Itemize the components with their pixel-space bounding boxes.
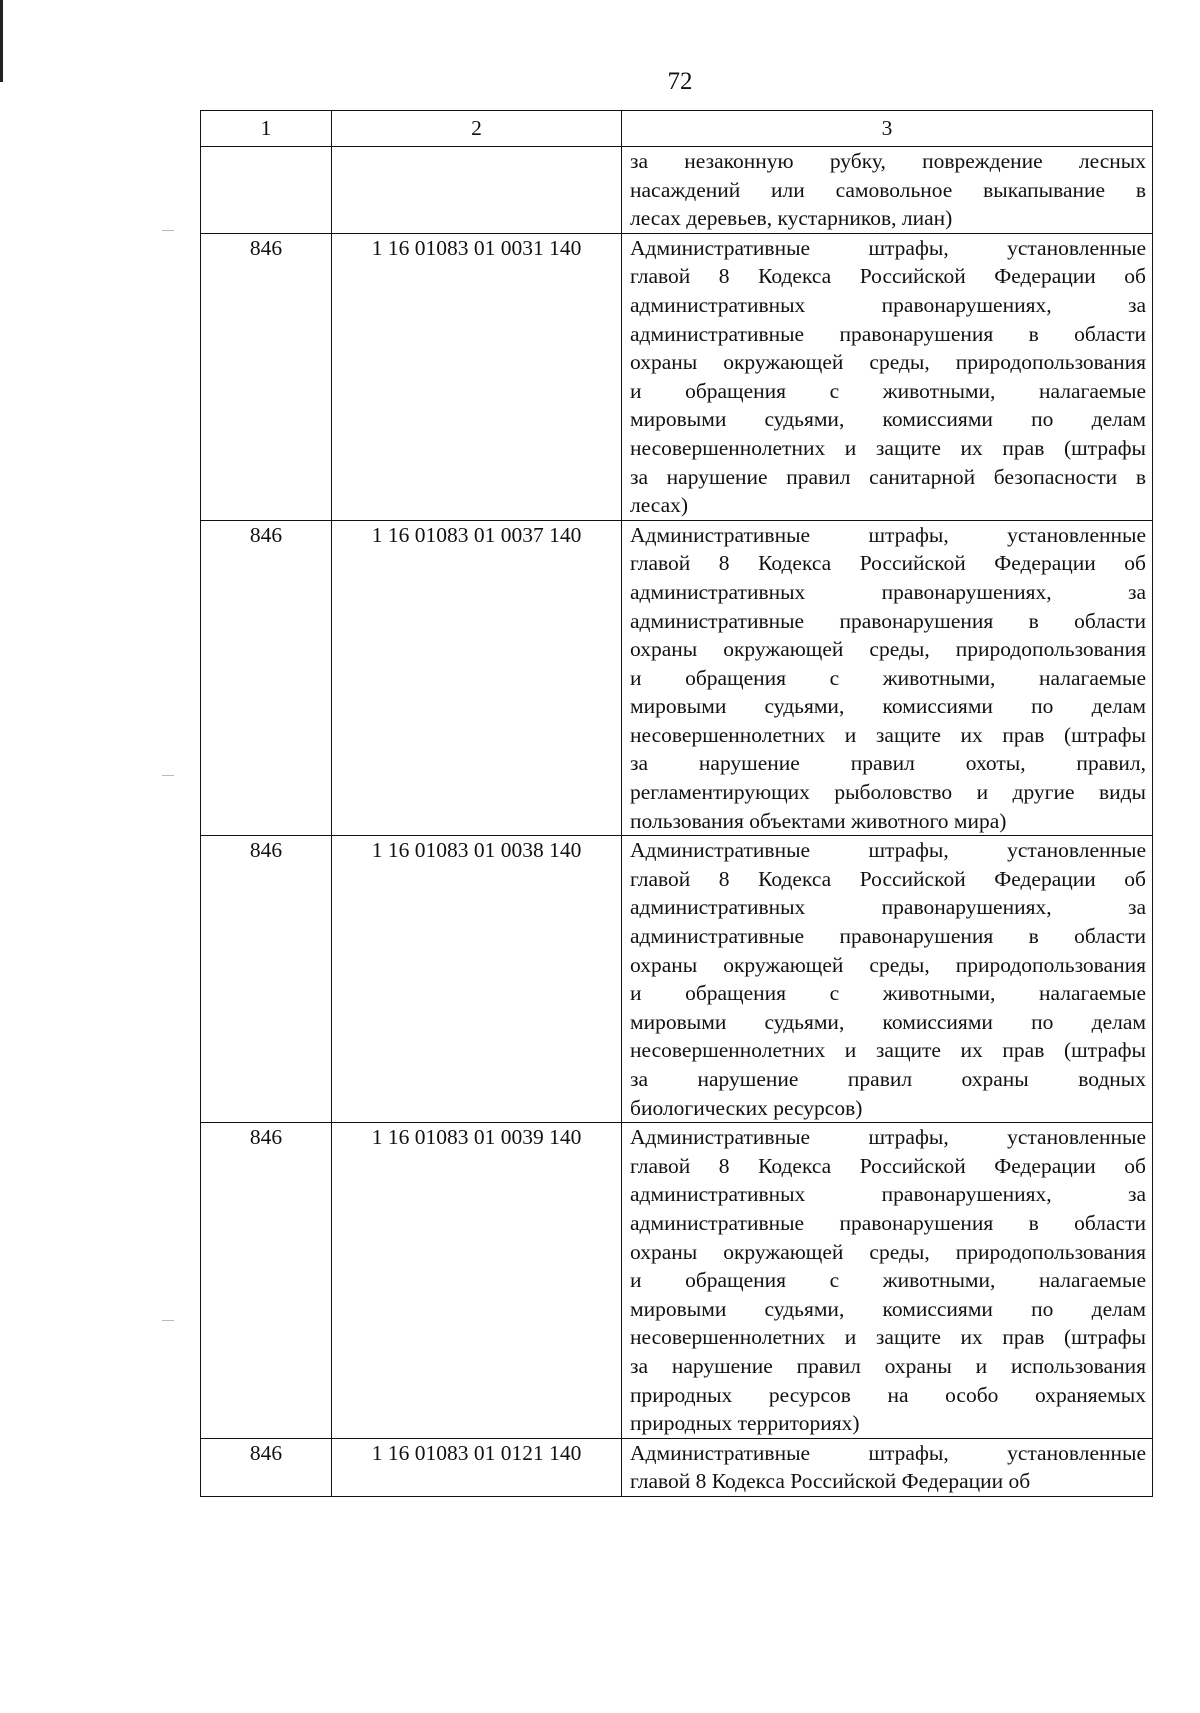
description-line: главой 8 Кодекса Российской Федерации об bbox=[630, 264, 1146, 289]
description-line: за незаконную рубку, повреждение лесных bbox=[630, 149, 1146, 173]
description-line: несовершеннолетних и защите их прав (штрафы bbox=[630, 435, 1146, 460]
description-line: административные правонарушения в области bbox=[630, 608, 1146, 633]
description-line: за нарушение правил санитарной безопасности в bbox=[630, 464, 1146, 489]
budget-code-cell: 1 16 01083 01 0121 140 bbox=[332, 1438, 622, 1496]
description-line: насаждений или самовольное выкапывание в bbox=[630, 177, 1146, 202]
table-row bbox=[201, 233, 1153, 520]
description-line: охраны окружающей среды, природопользования bbox=[630, 952, 1146, 977]
column-header-2: 2 bbox=[332, 111, 622, 147]
description-line: охраны окружающей среды, природопользования bbox=[630, 350, 1146, 375]
description-line: природных ресурсов на особо охраняемых bbox=[630, 1382, 1146, 1407]
description-line: административные правонарушения в области bbox=[630, 1210, 1146, 1235]
description-line: мировыми судьями, комиссиями по делам bbox=[630, 407, 1146, 432]
description-line: и обращения с животными, налагаемые bbox=[630, 665, 1146, 690]
description-line: административных правонарушениях, за bbox=[630, 895, 1146, 920]
page-number: 72 bbox=[667, 68, 693, 95]
description-line: Административные штрафы, установленные bbox=[630, 522, 1146, 547]
description-line: главой 8 Кодекса Российской Федерации об bbox=[630, 551, 1146, 576]
description-line: несовершеннолетних и защите их прав (штрафы bbox=[630, 1325, 1146, 1350]
description-cell bbox=[622, 1123, 1153, 1439]
description-cell bbox=[622, 1438, 1153, 1496]
description-line: и обращения с животными, налагаемые bbox=[630, 378, 1146, 403]
description-line: лесах) bbox=[630, 493, 689, 518]
description-line: мировыми судьями, комиссиями по делам bbox=[630, 694, 1146, 719]
margin-tick bbox=[162, 775, 174, 776]
description-line: охраны окружающей среды, природопользования bbox=[630, 637, 1146, 662]
budget-code-cell: 1 16 01083 01 0031 140 bbox=[332, 233, 622, 520]
budget-code-cell: 1 16 01083 01 0037 140 bbox=[332, 520, 622, 836]
description-line: главой 8 Кодекса Российской Федерации об bbox=[630, 1469, 1031, 1494]
document-table bbox=[200, 110, 1153, 1497]
description-line: Административные штрафы, установленные bbox=[630, 1125, 1146, 1150]
description-line: мировыми судьями, комиссиями по делам bbox=[630, 1296, 1146, 1321]
table-row bbox=[201, 520, 1153, 836]
table-row bbox=[201, 147, 1153, 234]
description-line: Административные штрафы, установленные bbox=[630, 1440, 1146, 1465]
row-number-cell: 846 bbox=[201, 520, 332, 836]
row-number-cell: 846 bbox=[201, 1438, 332, 1496]
description-line: биологических ресурсов) bbox=[630, 1095, 863, 1120]
budget-code-cell bbox=[332, 147, 622, 234]
description-line: регламентирующих рыболовство и другие виды bbox=[630, 780, 1146, 805]
description-cell bbox=[622, 836, 1153, 1123]
row-number-cell bbox=[201, 147, 332, 234]
description-cell bbox=[622, 520, 1153, 836]
description-line: за нарушение правил охраны и использования bbox=[630, 1353, 1146, 1378]
description-line: охраны окружающей среды, природопользования bbox=[630, 1239, 1146, 1264]
description-line: административных правонарушениях, за bbox=[630, 292, 1146, 317]
description-line: лесах деревьев, кустарников, лиан) bbox=[630, 206, 953, 231]
description-line: за нарушение правил охраны водных bbox=[630, 1067, 1146, 1091]
description-line: Административные штрафы, установленные bbox=[630, 838, 1146, 863]
description-line: административных правонарушениях, за bbox=[630, 579, 1146, 604]
row-number-cell: 846 bbox=[201, 233, 332, 520]
description-line: за нарушение правил охоты, правил, bbox=[630, 751, 1146, 776]
row-number-cell: 846 bbox=[201, 1123, 332, 1439]
margin-tick bbox=[162, 1320, 174, 1321]
budget-code-cell: 1 16 01083 01 0038 140 bbox=[332, 836, 622, 1123]
description-line: Административные штрафы, установленные bbox=[630, 235, 1146, 260]
margin-tick bbox=[162, 230, 174, 231]
table-row bbox=[201, 1123, 1153, 1439]
description-line: и обращения с животными, налагаемые bbox=[630, 1268, 1146, 1293]
description-line: несовершеннолетних и защите их прав (штрафы bbox=[630, 1038, 1146, 1063]
description-line: мировыми судьями, комиссиями по делам bbox=[630, 1009, 1146, 1034]
description-line: главой 8 Кодекса Российской Федерации об bbox=[630, 866, 1146, 891]
description-line: главой 8 Кодекса Российской Федерации об bbox=[630, 1153, 1146, 1178]
description-line: административные правонарушения в области bbox=[630, 924, 1146, 949]
table-row bbox=[201, 1438, 1153, 1496]
description-line: и обращения с животными, налагаемые bbox=[630, 981, 1146, 1006]
description-line: несовершеннолетних и защите их прав (штрафы bbox=[630, 722, 1146, 747]
table-row bbox=[201, 836, 1153, 1123]
table-body bbox=[201, 147, 1153, 1497]
row-number-cell: 846 bbox=[201, 836, 332, 1123]
description-cell bbox=[622, 233, 1153, 520]
budget-code-cell: 1 16 01083 01 0039 140 bbox=[332, 1123, 622, 1439]
description-line: административных правонарушениях, за bbox=[630, 1182, 1146, 1207]
table-header-row bbox=[201, 111, 1153, 147]
description-line: природных территориях) bbox=[630, 1411, 860, 1436]
column-header-1: 1 bbox=[201, 111, 332, 147]
description-cell bbox=[622, 147, 1153, 234]
column-header-3: 3 bbox=[622, 111, 1153, 147]
description-line: административные правонарушения в области bbox=[630, 321, 1146, 346]
description-line: пользования объектами животного мира) bbox=[630, 808, 1007, 833]
